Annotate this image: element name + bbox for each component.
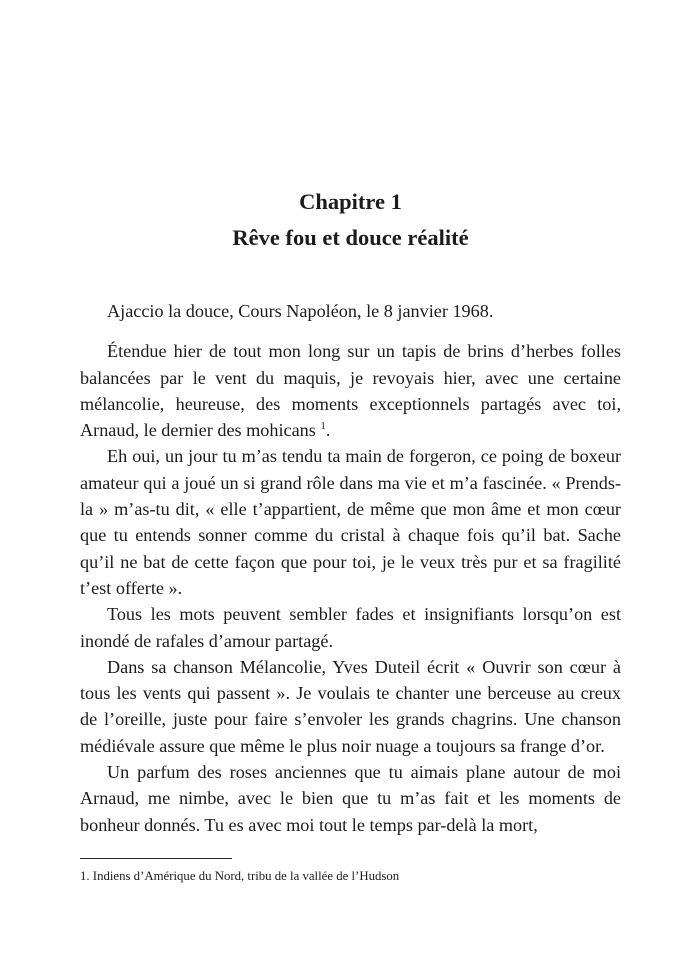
page-content (80, 184, 621, 838)
footnote-reference: 1 (320, 420, 326, 433)
paragraph: Un parfum des roses anciennes que tu aimais plane autour de moi Arnaud, me nimbe, avec le bien que tu m’as fait et les moments de bonheur donnés. Tu es avec moi tout le temps par-delà la mort, (80, 762, 621, 835)
paragraph: Tous les mots peuvent sembler fades et insignifiants lorsqu’on est inondé de rafales d’amour partagé. (80, 604, 621, 651)
chapter-number: Chapitre 1 (299, 189, 402, 214)
body-text (80, 298, 621, 838)
footnote-marker: 1. (80, 869, 90, 883)
paragraph-text: . (325, 420, 331, 441)
chapter-title: Rêve fou et douce réalité (232, 225, 469, 250)
footnote (80, 868, 621, 885)
footnote-area (80, 858, 621, 885)
paragraph (80, 338, 621, 443)
paragraph: Eh oui, un jour tu m’as tendu ta main de forgeron, ce poing de boxeur amateur qui a joué un si grand rôle dans ma vie et m’a fascinée. « Prends-la » m’as-tu dit, « elle t’appartient, de même que mon âme et mon cœur que tu entends sonner comme du cristal à chaque fois qu’il bat. Sache qu’il ne bat de cette façon que pour toi, je le veux très pur et sa fragilité t’est offerte ». (80, 446, 621, 598)
paragraph-text: Étendue hier de tout mon long sur un tapis de brins d’herbes folles balancées par le vent du maquis, je revoyais hier, avec une certaine mélancolie, heureuse, des moments exceptionnels partagés avec toi, Arnaud, le dernier des mohicans (80, 341, 621, 441)
dateline: Ajaccio la douce, Cours Napoléon, le 8 janvier 1968. (107, 301, 494, 321)
paragraph: Dans sa chanson Mélancolie, Yves Duteil écrit « Ouvrir son cœur à tous les vents qui passent ». Je voulais te chanter une berceuse au creux de l’oreille, juste pour faire s’envoler les grands chagrins. Une chanson médiévale assure que même le plus noir nuage a toujours sa frange d’or. (80, 656, 621, 756)
chapter-heading (80, 184, 621, 256)
footnote-divider (80, 858, 232, 859)
footnote-text: Indiens d’Amérique du Nord, tribu de la vallée de l’Hudson (89, 869, 400, 883)
